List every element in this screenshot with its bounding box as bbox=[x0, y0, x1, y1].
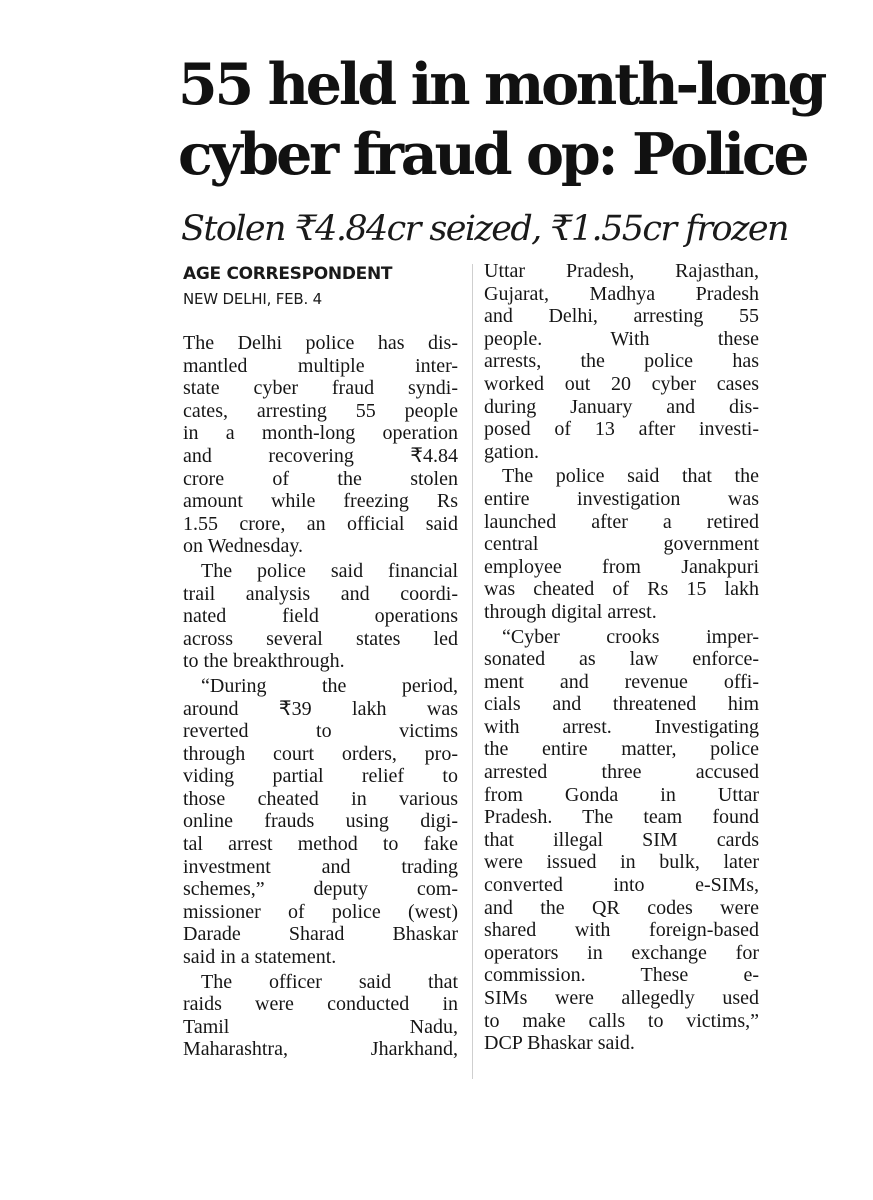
article-line: with arrest. Investigating bbox=[484, 715, 759, 738]
article-line: reverted to victims bbox=[183, 720, 458, 743]
article-line: from Gonda in Uttar bbox=[484, 783, 759, 806]
article-line: sonated as law enforce- bbox=[484, 648, 759, 671]
headline bbox=[178, 50, 825, 190]
article-line: were issued in bulk, later bbox=[484, 851, 759, 874]
article-line: Tamil Nadu, bbox=[183, 1015, 458, 1038]
article-line: central government bbox=[484, 533, 759, 556]
article-line: arrested three accused bbox=[484, 761, 759, 784]
article-line: cials and threatened him bbox=[484, 693, 759, 716]
article-paragraph bbox=[484, 260, 759, 463]
article-line: amount while freezing Rs bbox=[183, 490, 458, 513]
article-line: to the breakthrough. bbox=[183, 650, 345, 673]
article-line: Darade Sharad Bhaskar bbox=[183, 923, 458, 946]
article-paragraph bbox=[484, 626, 759, 1055]
article-line: commission. These e- bbox=[484, 964, 759, 987]
article-line: nated field operations bbox=[183, 605, 458, 628]
byline: AGE CORRESPONDENT bbox=[183, 264, 393, 284]
article-column-1 bbox=[183, 332, 458, 1061]
article-line: The Delhi police has dis- bbox=[183, 332, 458, 354]
article-column-2 bbox=[484, 260, 759, 1055]
dateline: NEW DELHI, FEB. 4 bbox=[183, 290, 322, 308]
article-line: crore of the stolen bbox=[183, 467, 458, 490]
column-divider bbox=[472, 264, 473, 1079]
article-line: investment and trading bbox=[183, 855, 458, 878]
article-line: was cheated of Rs 15 lakh bbox=[484, 578, 759, 601]
article-line: launched after a retired bbox=[484, 510, 759, 533]
article-line: gation. bbox=[484, 440, 539, 463]
article-line: mantled multiple inter- bbox=[183, 354, 458, 377]
subheadline: Stolen ₹4.84cr seized, ₹1.55cr frozen bbox=[181, 209, 788, 249]
article-paragraph bbox=[183, 560, 458, 673]
article-line: DCP Bhaskar said. bbox=[484, 1032, 635, 1055]
article-line: ment and revenue offi- bbox=[484, 670, 759, 693]
article-line: around ₹39 lakh was bbox=[183, 697, 458, 720]
article-line: 1.55 crore, an official said bbox=[183, 512, 458, 535]
article-line: missioner of police (west) bbox=[183, 900, 458, 923]
article-line: operators in exchange for bbox=[484, 941, 759, 964]
article-line: the entire matter, police bbox=[484, 738, 759, 761]
article-line: during January and dis- bbox=[484, 395, 759, 418]
article-line: SIMs were allegedly used bbox=[484, 987, 759, 1009]
article-line: Uttar Pradesh, Rajasthan, bbox=[484, 260, 759, 282]
article-line: Maharashtra, Jharkhand, bbox=[183, 1038, 458, 1061]
article-line: in a month-long operation bbox=[183, 422, 458, 445]
article-paragraph bbox=[484, 465, 759, 623]
article-line: arrests, the police has bbox=[484, 350, 759, 373]
article-line: online frauds using digi- bbox=[183, 810, 458, 833]
article-line: state cyber fraud syndi- bbox=[183, 377, 458, 400]
article-line: that illegal SIM cards bbox=[484, 828, 759, 851]
article-line: “During the period, bbox=[201, 674, 458, 697]
article-line: cates, arresting 55 people bbox=[183, 399, 458, 422]
article-paragraph bbox=[183, 332, 458, 558]
article-line: employee from Janakpuri bbox=[484, 555, 759, 578]
article-line: Gujarat, Madhya Pradesh bbox=[484, 282, 759, 305]
article-line: those cheated in various bbox=[183, 787, 458, 810]
headline-line: 55 held in month-long bbox=[178, 51, 825, 118]
article-line: on Wednesday. bbox=[183, 535, 304, 558]
article-line: people. With these bbox=[484, 327, 759, 350]
article-line: to make calls to victims,” bbox=[484, 1009, 759, 1032]
article-line: said in a statement. bbox=[183, 946, 337, 969]
article-line: The officer said that bbox=[201, 970, 458, 993]
article-line: worked out 20 cyber cases bbox=[484, 372, 759, 395]
article-line: raids were conducted in bbox=[183, 993, 458, 1016]
article-paragraph bbox=[183, 675, 458, 969]
article-line: “Cyber crooks imper- bbox=[502, 625, 759, 648]
article-line: The police said that the bbox=[502, 465, 759, 488]
article-line: and Delhi, arresting 55 bbox=[484, 305, 759, 328]
headline-line: cyber fraud op: Police bbox=[178, 121, 807, 188]
article-line: shared with foreign-based bbox=[484, 919, 759, 942]
article-line: The police said financial bbox=[201, 559, 458, 582]
article-line: posed of 13 after investi- bbox=[484, 418, 759, 441]
article-line: across several states led bbox=[183, 627, 458, 650]
article-line: and recovering ₹4.84 bbox=[183, 444, 458, 467]
article-paragraph bbox=[183, 971, 458, 1061]
article-line: entire investigation was bbox=[484, 487, 759, 510]
article-line: and the QR codes were bbox=[484, 896, 759, 919]
article-line: trail analysis and coordi- bbox=[183, 582, 458, 605]
article-line: tal arrest method to fake bbox=[183, 833, 458, 856]
article-line: converted into e-SIMs, bbox=[484, 874, 759, 897]
article-line: schemes,” deputy com- bbox=[183, 878, 458, 901]
article-line: viding partial relief to bbox=[183, 765, 458, 788]
article-line: through court orders, pro- bbox=[183, 742, 458, 765]
article-line: through digital arrest. bbox=[484, 600, 657, 623]
article-line: Pradesh. The team found bbox=[484, 806, 759, 829]
